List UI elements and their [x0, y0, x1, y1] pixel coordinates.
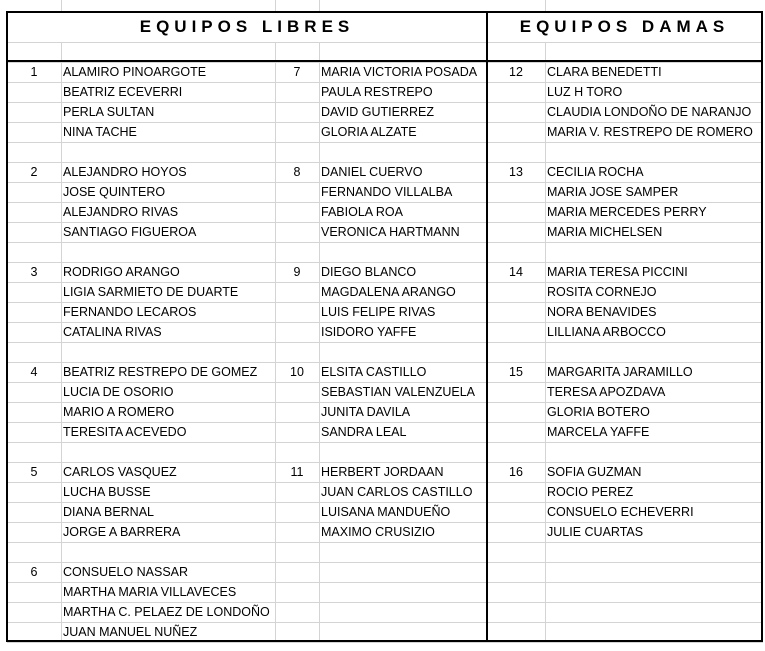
- team-number: 10: [290, 365, 304, 379]
- player-name: DIANA BERNAL: [63, 505, 155, 519]
- player-name: CONSUELO ECHEVERRI: [547, 505, 694, 519]
- section-divider: [486, 11, 488, 642]
- player-name: LUCHA BUSSE: [63, 485, 151, 499]
- column-gridline: [319, 42, 320, 642]
- table-border-right: [761, 11, 763, 642]
- player-name: FERNANDO VILLALBA: [321, 185, 453, 199]
- player-name: SANDRA LEAL: [321, 425, 407, 439]
- team-number: 7: [293, 65, 301, 79]
- player-name: JULIE CUARTAS: [547, 525, 644, 539]
- player-name: JUAN CARLOS CASTILLO: [321, 485, 473, 499]
- player-name: PERLA SULTAN: [63, 105, 155, 119]
- player-name: MARCELA YAFFE: [547, 425, 650, 439]
- team-number: 2: [30, 165, 38, 179]
- team-number: 11: [290, 465, 304, 479]
- player-name: GLORIA BOTERO: [547, 405, 650, 419]
- row-gridline: [7, 342, 763, 343]
- row-gridline: [7, 42, 763, 43]
- row-gridline: [7, 542, 763, 543]
- player-name: SOFIA GUZMAN: [547, 465, 642, 479]
- player-name: CLAUDIA LONDOÑO DE NARANJO: [547, 105, 752, 119]
- row-gridline: [7, 642, 763, 643]
- player-name: MARIA V. RESTREPO DE ROMERO: [547, 125, 753, 139]
- player-name: RODRIGO ARANGO: [63, 265, 180, 279]
- player-name: CECILIA ROCHA: [547, 165, 644, 179]
- player-name: MARIA TERESA PICCINI: [547, 265, 688, 279]
- player-name: CLARA BENEDETTI: [547, 65, 662, 79]
- player-name: JOSE QUINTERO: [63, 185, 166, 199]
- player-name: MARTHA MARIA VILLAVECES: [63, 585, 237, 599]
- player-name: LUIS FELIPE RIVAS: [321, 305, 436, 319]
- player-name: BEATRIZ RESTREPO DE GOMEZ: [63, 365, 258, 379]
- player-name: ALEJANDRO RIVAS: [63, 205, 179, 219]
- player-name: MARIA VICTORIA POSADA: [321, 65, 478, 79]
- player-name: ISIDORO YAFFE: [321, 325, 417, 339]
- row-gridline: [7, 442, 763, 443]
- player-name: CARLOS VASQUEZ: [63, 465, 177, 479]
- player-name: MARGARITA JARAMILLO: [547, 365, 693, 379]
- player-name: ALEJANDRO HOYOS: [63, 165, 187, 179]
- player-name: PAULA RESTREPO: [321, 85, 433, 99]
- player-name: LUISANA MANDUEÑO: [321, 505, 451, 519]
- player-name: DANIEL CUERVO: [321, 165, 423, 179]
- header-equipos-damas: EQUIPOS DAMAS: [519, 17, 730, 36]
- player-name: ROCIO PEREZ: [547, 485, 634, 499]
- header-equipos-libres: EQUIPOS LIBRES: [139, 17, 355, 36]
- team-number: 14: [509, 265, 523, 279]
- column-gridline: [545, 42, 546, 642]
- team-number: 12: [509, 65, 523, 79]
- player-name: BEATRIZ ECEVERRI: [63, 85, 183, 99]
- column-gridline: [275, 42, 276, 642]
- player-name: HERBERT JORDAAN: [321, 465, 444, 479]
- player-name: MARIA MERCEDES PERRY: [547, 205, 707, 219]
- row-gridline: [7, 142, 763, 143]
- player-name: JORGE A BARRERA: [63, 525, 181, 539]
- player-name: JUAN MANUEL NUÑEZ: [63, 625, 198, 639]
- team-number: 9: [293, 265, 301, 279]
- player-name: CONSUELO NASSAR: [63, 565, 189, 579]
- row-gridline: [7, 242, 763, 243]
- column-gridline: [61, 42, 62, 642]
- player-name: VERONICA HARTMANN: [321, 225, 460, 239]
- team-number: 15: [509, 365, 523, 379]
- player-name: MARTHA C. PELAEZ DE LONDOÑO: [63, 605, 270, 619]
- player-name: NINA TACHE: [63, 125, 137, 139]
- team-number: 13: [509, 165, 523, 179]
- player-name: MARIA JOSE SAMPER: [547, 185, 679, 199]
- player-name: DAVID GUTIERREZ: [321, 105, 434, 119]
- player-name: LUCIA DE OSORIO: [63, 385, 174, 399]
- player-name: ROSITA CORNEJO: [547, 285, 657, 299]
- player-name: GLORIA ALZATE: [321, 125, 417, 139]
- player-name: ALAMIRO PINOARGOTE: [63, 65, 207, 79]
- player-name: JUNITA DAVILA: [321, 405, 411, 419]
- player-name: LUZ H TORO: [547, 85, 623, 99]
- team-number: 16: [509, 465, 523, 479]
- player-name: SEBASTIAN VALENZUELA: [321, 385, 475, 399]
- team-number: 6: [30, 565, 38, 579]
- team-number: 4: [30, 365, 38, 379]
- player-name: TERESITA ACEVEDO: [63, 425, 187, 439]
- player-name: MAGDALENA ARANGO: [321, 285, 456, 299]
- table-border-left: [6, 11, 8, 642]
- player-name: FERNANDO LECAROS: [63, 305, 197, 319]
- team-number: 8: [293, 165, 301, 179]
- player-name: TERESA APOZDAVA: [547, 385, 666, 399]
- player-name: FABIOLA ROA: [321, 205, 403, 219]
- player-name: DIEGO BLANCO: [321, 265, 417, 279]
- team-number: 5: [30, 465, 38, 479]
- player-name: CATALINA RIVAS: [63, 325, 162, 339]
- player-name: MARIA MICHELSEN: [547, 225, 663, 239]
- player-name: ELSITA CASTILLO: [321, 365, 427, 379]
- player-name: NORA BENAVIDES: [547, 305, 657, 319]
- player-name: MARIO A ROMERO: [63, 405, 175, 419]
- player-name: MAXIMO CRUSIZIO: [321, 525, 435, 539]
- player-name: LILLIANA ARBOCCO: [547, 325, 666, 339]
- team-number: 3: [30, 265, 38, 279]
- player-name: SANTIAGO FIGUEROA: [63, 225, 197, 239]
- team-number: 1: [30, 65, 38, 79]
- player-name: LIGIA SARMIETO DE DUARTE: [63, 285, 239, 299]
